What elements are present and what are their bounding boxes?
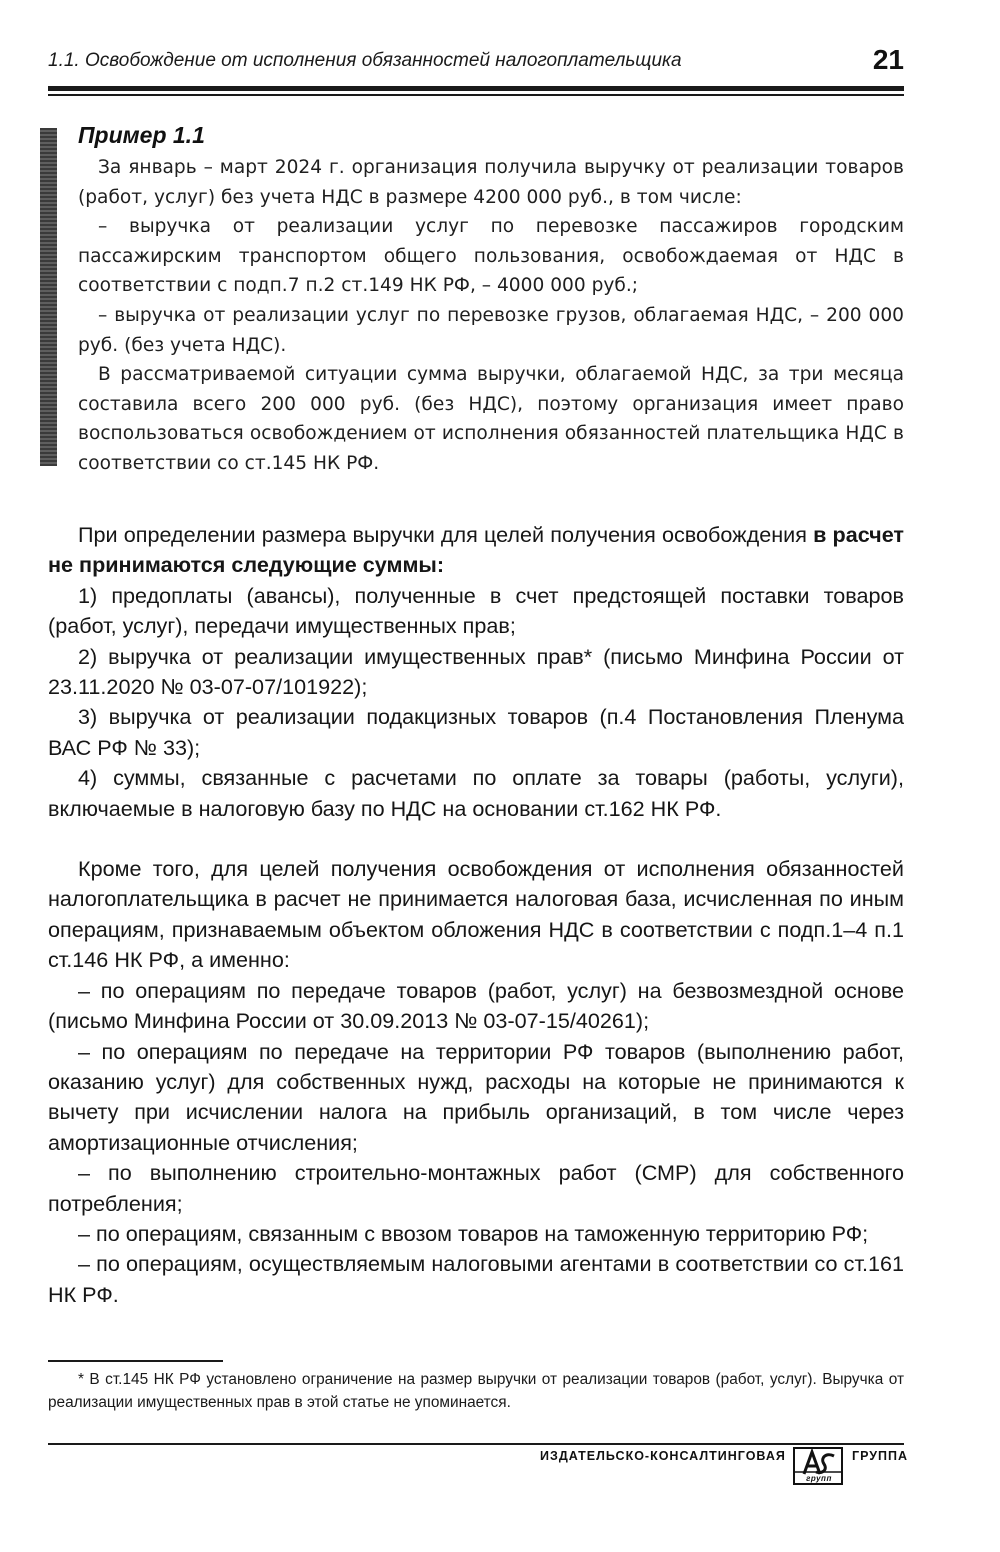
header-rule-thin [48, 94, 904, 96]
publisher-logo [790, 1444, 846, 1488]
example-box [78, 122, 904, 479]
example-side-bar [40, 128, 57, 466]
example-paragraph: В рассматриваемой ситуации сумма выручки, облагаемой НДС, за три месяца составила всего 200 000 руб. (без НДС), поэтому организация имеет право воспользоваться освобождением от исполнения обязанностей плательщика НДС в соответствии со ст.145 НК РФ. [78, 364, 904, 474]
intro-paragraph [48, 520, 904, 581]
footer-rule [48, 1443, 904, 1445]
example-paragraph: За январь – март 2024 г. организация получила выручку от реализации товаров (работ, услуг) без учета НДС в размере 4200 000 руб., в том числе: [78, 157, 904, 208]
list-item: 4) суммы, связанные с расчетами по оплате за товары (работы, услуги), включаемые в налоговую базу по НДС на основании ст.162 НК РФ. [48, 765, 904, 821]
publisher-logo-text: групп [806, 1474, 832, 1483]
dash-item: – по операциям по передаче товаров (работ, услуг) на безвозмездной основе (письмо Минфина России от 30.09.2013 № 03-07-15/40261); [48, 977, 904, 1034]
header-rule-thick [48, 86, 904, 91]
running-header [48, 44, 904, 80]
dash-item: – по операциям, осуществляемым налоговыми агентами в соответствии со ст.161 НК РФ. [48, 1251, 904, 1307]
footnote: * В ст.145 НК РФ установлено ограничение на размер выручки от реализации товаров (работ, услуг). Выручка от реализации имущественных прав в этой статье не упоминается. [48, 1371, 904, 1411]
section-title: 1.1. Освобождение от исполнения обязанностей налогоплательщика [48, 50, 682, 71]
intro-regular: При определении размера выручки для целей получения освобождения [78, 522, 814, 547]
dash-item: – по операциям по передаче на территории РФ товаров (выполнению работ, оказанию услуг) для собственных нужд, расходы на которые не принимаются к вычету при исчислении налога на прибыль организаций, в том числе через амортизационные отчисления; [48, 1038, 904, 1155]
paragraph-gap [48, 824, 904, 854]
list-item: 3) выручка от реализации подакцизных товаров (п.4 Постановления Пленума ВАС РФ № 33); [48, 704, 904, 760]
list-item: 2) выручка от реализации имущественных прав* (письмо Минфина России от 23.11.2020 № 03-07-07/101922); [48, 643, 904, 700]
example-paragraph: – выручка от реализации услуг по перевозке грузов, облагаемая НДС, – 200 000 руб. (без учета НДС). [78, 304, 904, 356]
dash-item: – по выполнению строительно-монтажных работ (СМР) для собственного потребления; [48, 1160, 904, 1216]
main-text [48, 520, 904, 1310]
dash-item: – по операциям, связанным с ввозом товаров на таможенную территорию РФ; [78, 1220, 869, 1246]
publisher-name-right: ГРУППА [852, 1449, 909, 1463]
example-title: Пример 1.1 [78, 122, 205, 148]
publisher-name-left: ИЗДАТЕЛЬСКО-КОНСАЛТИНГОВАЯ [540, 1449, 786, 1463]
second-intro-paragraph: Кроме того, для целей получения освобождения от исполнения обязанностей налогоплательщика в расчет не принимается налоговая база, исчисленная по иным операциям, признаваемым объектом обложения НДС в соответствии с подп.1–4 п.1 ст.146 НК РФ, а именно: [48, 856, 904, 973]
footnote-rule [48, 1360, 223, 1362]
intro-bold: в расчет не принимаются следующие суммы: [48, 522, 904, 578]
page-number: 21 [872, 44, 904, 75]
example-paragraph: – выручка от реализации услуг по перевозке пассажиров городским пассажирским транспортом общего пользования, освобождаемая от НДС в соответствии с подп.7 п.2 ст.149 НК РФ, – 4000 000 руб.; [78, 216, 904, 297]
list-item: 1) предоплаты (авансы), полученные в счет предстоящей поставки товаров (работ, услуг), передачи имущественных прав; [48, 582, 904, 639]
